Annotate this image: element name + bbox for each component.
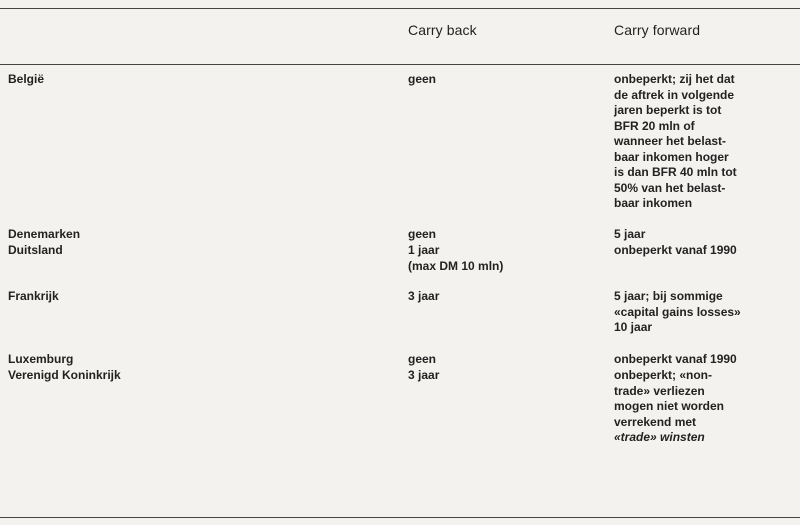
cell-line: onbeperkt vanaf 1990 [614,352,737,366]
cell-line: jaren beperkt is tot [614,103,722,117]
cell-line: onbeperkt vanaf 1990 [614,243,737,257]
cell-line: mogen niet worden [614,399,725,413]
row-carry-forward-frankrijk [614,289,741,336]
cell-line: 3 jaar [408,289,440,303]
cell-line: trade» verliezen [614,383,705,398]
row-country-denemarken: Denemarken [8,227,81,241]
row-country-belgie: België [8,72,45,86]
cell-line: BFR 20 mln of [614,118,695,133]
cell-line: geen [408,72,437,86]
row-carry-forward-denemarken [614,227,645,243]
row-carry-forward-duitsland [614,243,737,259]
row-country-frankrijk: Frankrijk [8,289,59,303]
table-top-rule [0,8,800,9]
row-carry-back-belgie [408,72,436,88]
cell-line: (max DM 10 mln) [408,258,504,273]
header-carry-back: Carry back [408,22,477,38]
cell-line: 3 jaar [408,368,440,382]
cell-line: 50% van het belast- [614,180,726,195]
cell-line: baar inkomen [614,196,693,210]
table-bottom-rule [0,517,800,518]
cell-line: 5 jaar; bij sommige [614,289,723,303]
table-header-rule [0,64,800,65]
cell-line: wanneer het belast- [614,134,727,148]
row-carry-back-luxemburg [408,352,436,368]
row-carry-back-denemarken [408,227,436,243]
row-carry-back-verenigd-koninkrijk [408,368,439,384]
row-country-verenigd-koninkrijk: Verenigd Koninkrijk [8,368,121,382]
row-country-luxemburg: Luxemburg [8,352,74,366]
row-carry-forward-belgie [614,72,737,212]
row-country-duitsland: Duitsland [8,243,63,257]
cell-line: baar inkomen hoger [614,149,729,164]
cell-line: geen [408,352,437,366]
row-carry-back-duitsland [408,243,503,274]
cell-line: 1 jaar [408,243,440,257]
cell-line: «trade» winsten [614,430,705,444]
cell-line: 5 jaar [614,227,646,241]
cell-line: onbeperkt; zij het dat [614,72,735,86]
cell-line: is dan BFR 40 mln tot [614,165,737,179]
cell-line: 10 jaar [614,320,653,334]
row-carry-forward-luxemburg [614,352,737,368]
cell-line: de aftrek in volgende [614,87,735,102]
cell-line: onbeperkt; «non- [614,368,712,382]
row-carry-forward-verenigd-koninkrijk [614,368,724,446]
cell-line: geen [408,227,437,241]
row-carry-back-frankrijk [408,289,439,305]
header-carry-forward: Carry forward [614,22,701,38]
cell-line: «capital gains losses» [614,304,741,319]
cell-line: verrekend met [614,414,697,429]
